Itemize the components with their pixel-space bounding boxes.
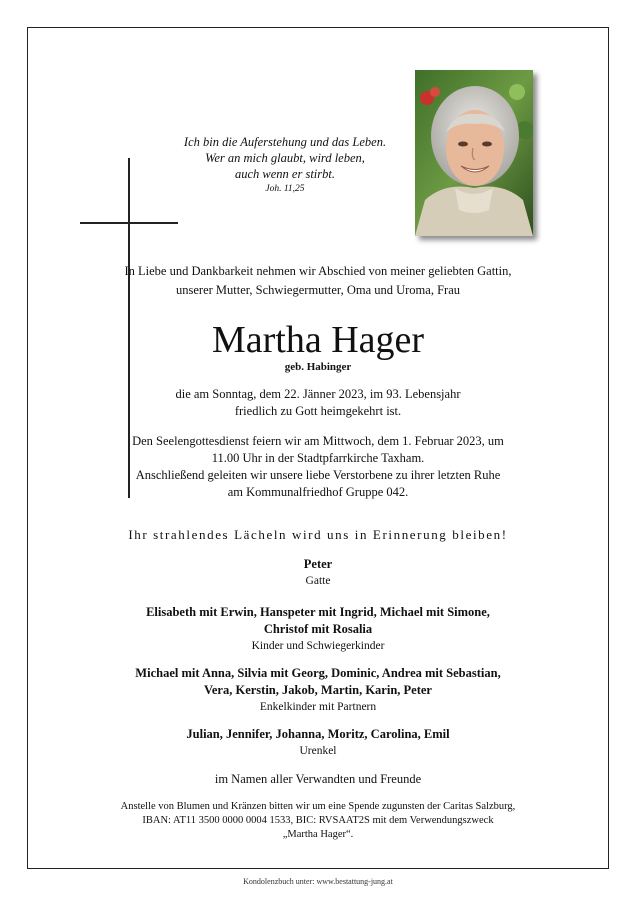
mourner-group-children	[40, 604, 596, 654]
service-line: am Kommunalfriedhof Gruppe 042.	[227, 485, 409, 499]
portrait-photo	[415, 70, 533, 236]
donation-line: „Martha Hager“.	[282, 829, 354, 840]
portrait-image	[415, 70, 533, 236]
closing-line: im Namen aller Verwandten und Freunde	[214, 772, 422, 786]
mourner-names: Peter	[303, 557, 333, 571]
mourner-group-grandchildren	[40, 665, 596, 715]
bible-quote	[160, 134, 410, 196]
intro-line: In Liebe und Dankbarkeit nehmen wir Abschied von meiner geliebten Gattin,	[124, 264, 512, 278]
donation-line: Anstelle von Blumen und Kränzen bitten wir um eine Spende zugunsten der Caritas Salzburg,	[120, 801, 516, 812]
mourner-names: Elisabeth mit Erwin, Hanspeter mit Ingrid, Michael mit Simone,	[146, 605, 490, 619]
service-info	[40, 433, 596, 501]
quote-line: auch wenn er stirbt.	[235, 167, 335, 181]
mourner-group-great-grandchildren	[40, 726, 596, 759]
death-notice	[40, 386, 596, 420]
service-line: 11.00 Uhr in der Stadtpfarrkirche Taxham.	[211, 451, 425, 465]
mourner-names: Julian, Jennifer, Johanna, Moritz, Carolina, Emil	[186, 727, 450, 741]
mourner-names: Christof mit Rosalia	[263, 622, 373, 636]
mourner-names: Michael mit Anna, Silvia mit Georg, Dominic, Andrea mit Sebastian,	[135, 666, 501, 680]
quote-line: Ich bin die Auferstehung und das Leben.	[183, 135, 387, 149]
donation-line: IBAN: AT11 3500 0000 0004 1533, BIC: RVSAAT2S mit dem Verwendungszweck	[142, 815, 494, 826]
mourner-group-spouse	[40, 556, 596, 589]
mourner-names: Vera, Kerstin, Jakob, Martin, Karin, Peter	[204, 683, 432, 697]
death-line: die am Sonntag, dem 22. Jänner 2023, im 93. Lebensjahr	[175, 387, 461, 401]
intro-line: unserer Mutter, Schwiegermutter, Oma und Uroma, Frau	[176, 283, 460, 297]
mourner-relation: Kinder und Schwiegerkinder	[251, 640, 385, 652]
deceased-name: Martha Hager	[211, 319, 425, 361]
quote-reference: Joh. 11,25	[265, 184, 305, 194]
service-line: Anschließend geleiten wir unsere liebe Verstorbene zu ihrer letzten Ruhe	[135, 468, 501, 482]
cross-horizontal-bar	[80, 222, 178, 224]
condolence-link[interactable]: Kondolenzbuch unter: www.bestattung-jung.at	[243, 877, 393, 886]
memorial-motto: Ihr strahlendes Lächeln wird uns in Erinnerung bleiben!	[128, 527, 508, 542]
intro-text	[40, 262, 596, 300]
service-line: Den Seelengottesdienst feiern wir am Mittwoch, dem 1. Februar 2023, um	[132, 434, 504, 448]
mourner-relation: Urenkel	[299, 745, 337, 757]
quote-line: Wer an mich glaubt, wird leben,	[205, 151, 365, 165]
donation-note	[40, 800, 596, 842]
mourner-relation: Enkelkinder mit Partnern	[259, 701, 377, 713]
mourner-relation: Gatte	[305, 575, 331, 587]
birth-name: geb. Habinger	[284, 361, 352, 373]
death-line: friedlich zu Gott heimgekehrt ist.	[234, 404, 402, 418]
